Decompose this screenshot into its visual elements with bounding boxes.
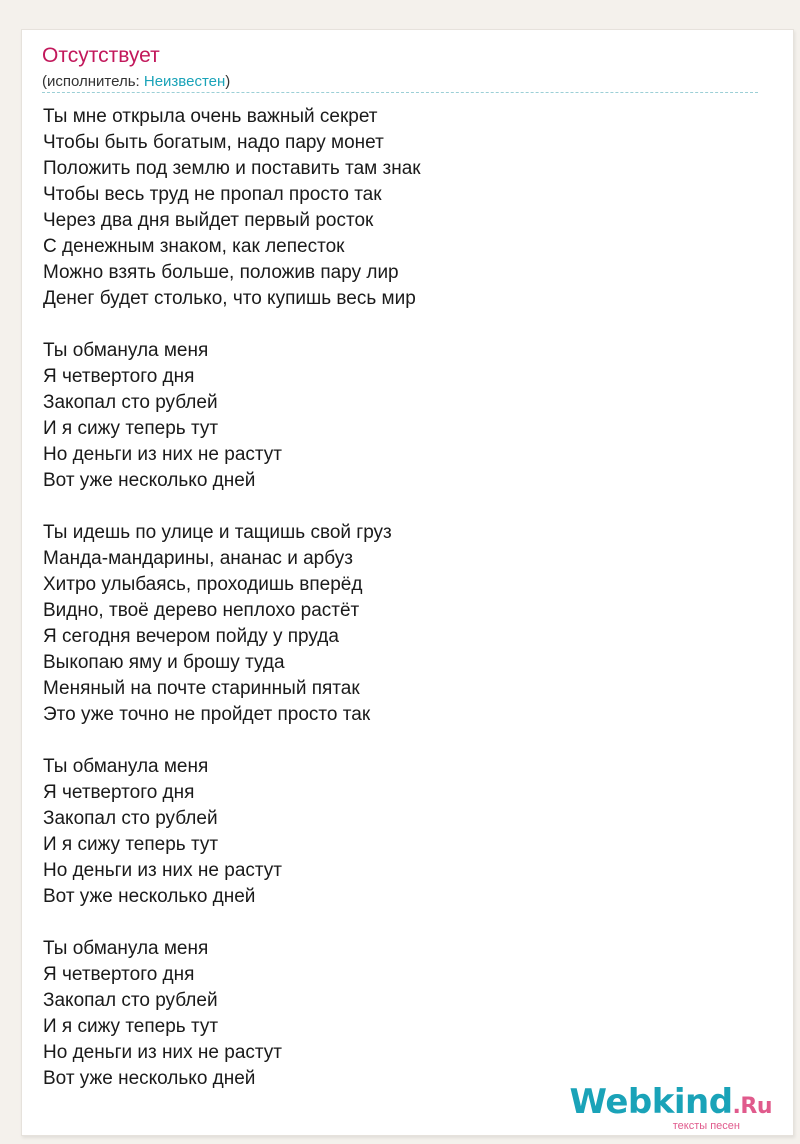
brand-tagline: тексты песен (672, 1120, 740, 1132)
lyric-line: Ты мне открыла очень важный секрет (43, 106, 378, 127)
brand-tld: .Ru (732, 1094, 772, 1119)
lyric-line: Но деньги из них не растут (43, 444, 283, 465)
lyric-line: Ты обманула меня (43, 938, 209, 959)
stanza-gap (43, 728, 743, 754)
stanza (43, 520, 743, 728)
song-title: Отсутствует (42, 44, 160, 67)
lyric-line: Видно, твоё дерево неплохо растёт (43, 600, 360, 621)
lyric-line: Манда-мандарины, ананас и арбуз (43, 548, 353, 569)
lyric-line: Я четвертого дня (43, 964, 195, 985)
lyric-line: Вот уже несколько дней (43, 1068, 256, 1089)
lyric-line: Можно взять больше, положив пару лир (43, 262, 399, 283)
artist-link[interactable]: Неизвестен (143, 73, 226, 90)
artist-suffix: ) (225, 73, 231, 90)
lyric-line: Ты обманула меня (43, 340, 209, 361)
lyric-line: Денег будет столько, что купишь весь мир (43, 288, 416, 309)
lyric-line: Хитро улыбаясь, проходишь вперёд (43, 574, 363, 595)
lyric-line: И я сижу теперь тут (43, 418, 219, 439)
brand-wordmark (570, 1083, 772, 1126)
artist-prefix: (исполнитель: (42, 73, 144, 90)
lyrics-body (43, 104, 743, 1092)
lyric-line: Положить под землю и поставить там знак (43, 158, 421, 179)
lyric-line: Вот уже несколько дней (43, 470, 256, 491)
stanza (43, 754, 743, 910)
stanza-gap (43, 910, 743, 936)
brand-name: Webkind (569, 1082, 733, 1122)
lyric-line: Меняный на почте старинный пятак (43, 678, 360, 699)
lyric-line: Я сегодня вечером пойду у пруда (43, 626, 339, 647)
lyric-line: Ты идешь по улице и тащишь свой груз (43, 522, 392, 543)
lyric-line: Закопал сто рублей (43, 990, 218, 1011)
lyric-line: Чтобы весь труд не пропал просто так (43, 184, 382, 205)
lyric-line: Вот уже несколько дней (43, 886, 256, 907)
lyric-line: Ты обманула меня (43, 756, 209, 777)
brand-logo[interactable] (570, 1083, 772, 1132)
lyric-line: И я сижу теперь тут (43, 834, 219, 855)
lyric-line: Чтобы быть богатым, надо пару монет (43, 132, 384, 153)
lyric-line: Я четвертого дня (43, 366, 195, 387)
stanza-gap (43, 494, 743, 520)
lyric-line: Я четвертого дня (43, 782, 195, 803)
lyric-line: Выкопаю яму и брошу туда (43, 652, 285, 673)
lyric-line: Закопал сто рублей (43, 392, 218, 413)
lyric-line: Закопал сто рублей (43, 808, 218, 829)
lyric-line: С денежным знаком, как лепесток (43, 236, 345, 257)
lyric-line: И я сижу теперь тут (43, 1016, 219, 1037)
stanza (43, 104, 743, 312)
stanza (43, 936, 743, 1092)
lyric-line: Но деньги из них не растут (43, 860, 283, 881)
lyric-line: Через два дня выйдет первый росток (43, 210, 374, 231)
title-divider (42, 92, 758, 93)
stanza (43, 338, 743, 494)
artist-line (42, 72, 230, 92)
lyric-line: Это уже точно не пройдет просто так (43, 704, 371, 725)
lyric-line: Но деньги из них не растут (43, 1042, 283, 1063)
stanza-gap (43, 312, 743, 338)
